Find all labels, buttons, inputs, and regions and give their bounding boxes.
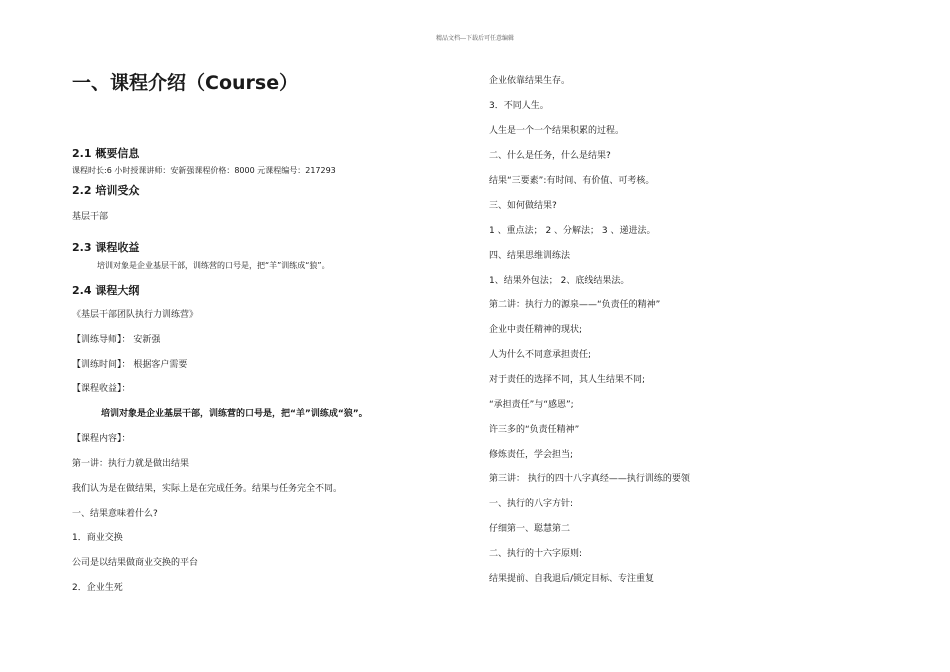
right-line: 四、结果思维训练法 xyxy=(489,251,571,261)
overview-heading: 2.1 概要信息 xyxy=(72,147,140,160)
right-line: 修炼责任，学会担当; xyxy=(489,450,574,460)
right-line: 许三多的“负责任精神” xyxy=(489,425,580,435)
header-watermark: 精品文档---下载后可任意编辑 xyxy=(435,35,515,42)
right-line: 1、结果外包法； 2、底线结果法。 xyxy=(489,276,630,286)
right-line: 人为什么不同意承担责任; xyxy=(489,350,592,360)
outline-line: 【课程收益】： xyxy=(72,384,131,394)
right-line: 3．不同人生。 xyxy=(489,101,549,111)
audience-heading: 2.2 培训受众 xyxy=(72,184,140,197)
outline-line: 第一讲：执行力就是做出结果 xyxy=(72,459,190,469)
outline-heading: 2.4 课程大纲 xyxy=(72,284,140,297)
right-line: 二、什么是任务，什么是结果? xyxy=(489,151,611,161)
outline-line: 公司是以结果做商业交换的平台 xyxy=(72,558,199,568)
right-line: 1 、重点法； 2 、分解法； 3 、递进法。 xyxy=(489,226,656,236)
right-line: 人生是一个一个结果积累的过程。 xyxy=(489,126,625,136)
outline-line: 2．企业生死 xyxy=(72,583,123,593)
outline-line: 培训对象是企业基层干部，训练营的口号是，把“羊”训练成“狼”。 xyxy=(101,409,368,419)
benefit-text: 培训对象是企业基层干部，训练营的口号是，把“羊”训练成“狼”。 xyxy=(97,261,330,270)
outline-line: 《基层干部团队执行力训练营》 xyxy=(72,310,199,320)
right-line: “承担责任”与“感恩”; xyxy=(489,400,574,410)
outline-line: 我们认为是在做结果，实际上是在完成任务。结果与任务完全不同。 xyxy=(72,484,343,494)
outline-line: 一、结果意味着什么? xyxy=(72,509,158,519)
right-line: 第三讲： 执行的四十八字真经——执行训练的要领 xyxy=(489,474,690,484)
right-line: 结果提前、自我退后/锁定目标、专注重复 xyxy=(489,574,655,584)
right-line: 对于责任的选择不同，其人生结果不同; xyxy=(489,375,646,385)
right-line: 仔细第一、聪慧第二 xyxy=(489,524,571,534)
page-title: 一、课程介绍（Course） xyxy=(72,72,299,94)
outline-line: 【课程内容】： xyxy=(72,434,131,444)
outline-line: 1．商业交换 xyxy=(72,533,123,543)
outline-line: 【训练导师】： 安新强 xyxy=(72,335,161,345)
right-line: 企业中责任精神的现状; xyxy=(489,325,583,335)
right-line: 二、执行的十六字原则: xyxy=(489,549,583,559)
right-line: 一、执行的八字方针: xyxy=(489,499,574,509)
right-line: 第二讲：执行力的源泉——“负责任的精神” xyxy=(489,300,661,310)
right-line: 企业依靠结果生存。 xyxy=(489,76,571,86)
right-line: 结果“三要素”:有时间、有价值、可考核。 xyxy=(489,176,655,186)
outline-line: 【训练时间】： 根据客户需要 xyxy=(72,360,188,370)
overview-text: 课程时长:6 小时授课讲师：安新强课程价格：8000 元课程编号：217293 xyxy=(72,166,336,175)
right-line: 三、如何做结果? xyxy=(489,201,557,211)
benefit-heading: 2.3 课程收益 xyxy=(72,241,140,254)
audience-text: 基层干部 xyxy=(72,212,109,222)
